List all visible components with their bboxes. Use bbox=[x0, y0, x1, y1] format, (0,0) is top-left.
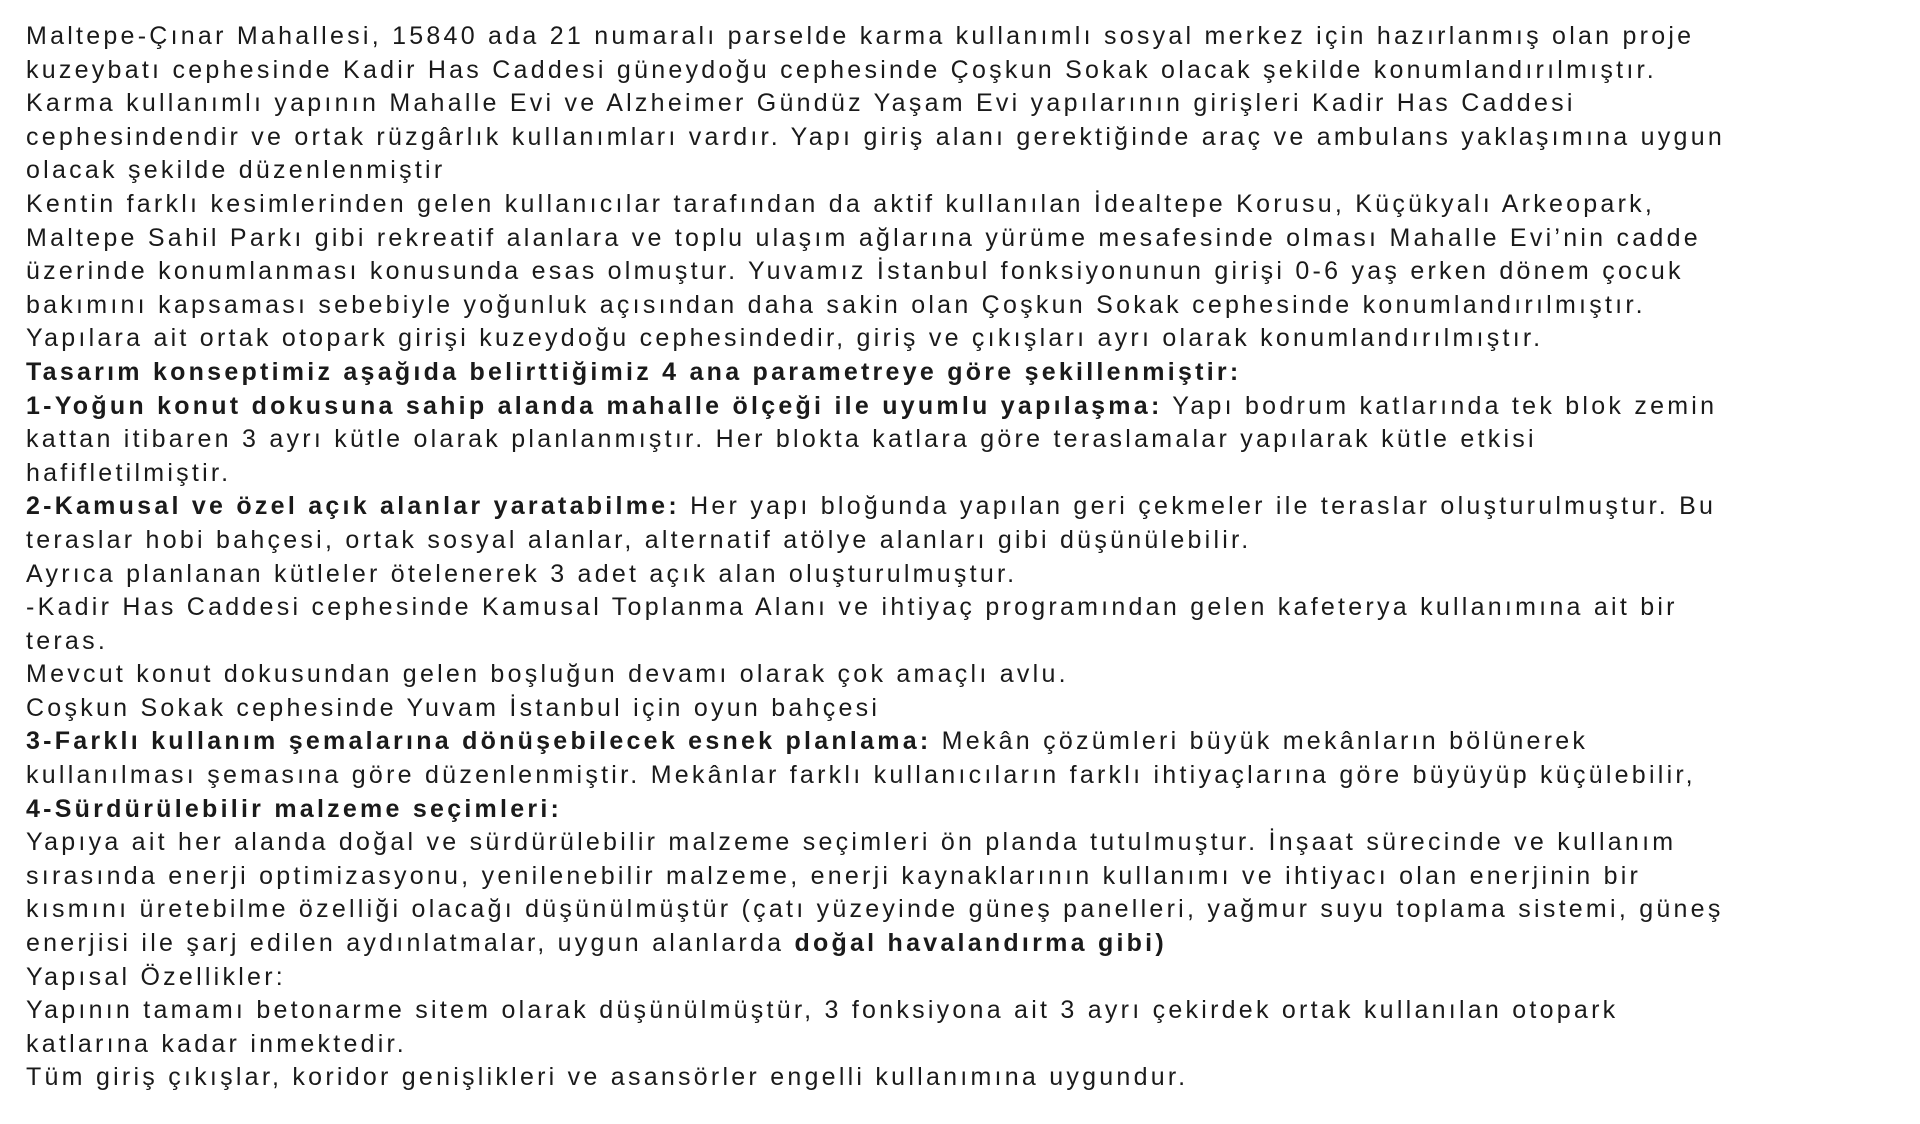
text-run: bakımını kapsaması sebebiyle yoğunluk açısından daha sakin olan Çoşkun Sokak cephesinde konumlandırılmıştır. bbox=[26, 290, 1646, 319]
text-run: üzerinde konumlanması konusunda esas olmuştur. Yuvamız İstanbul fonksiyonunun girişi 0-6 yaş erken dönem çocuk bbox=[26, 257, 1684, 286]
text-run: Mekân çözümleri büyük mekânların bölünerek bbox=[931, 727, 1589, 756]
text-line bbox=[26, 222, 1916, 256]
text-line bbox=[26, 994, 1916, 1028]
text-line bbox=[26, 658, 1916, 692]
bold-text-run: doğal havalandırma gibi) bbox=[794, 929, 1167, 958]
text-line bbox=[26, 121, 1916, 155]
text-run: Yapı bodrum katlarında tek blok zemin bbox=[1162, 391, 1718, 420]
text-run: katlarına kadar inmektedir. bbox=[26, 1029, 407, 1058]
text-line bbox=[26, 961, 1916, 995]
text-line bbox=[26, 154, 1916, 188]
text-run: Yapıya ait her alanda doğal ve sürdürülebilir malzeme seçimleri ön planda tutulmuştur. İnşaat sürecinde ve kullanım bbox=[26, 828, 1677, 857]
text-run: Ayrıca planlanan kütleler ötelenerek 3 adet açık alan oluşturulmuştur. bbox=[26, 559, 1018, 588]
text-line bbox=[26, 1028, 1916, 1062]
bold-text-run: 3-Farklı kullanım şemalarına dönüşebilecek esnek planlama: bbox=[26, 727, 932, 756]
text-run: Her yapı bloğunda yapılan geri çekmeler ile teraslar oluşturulmuştur. Bu bbox=[679, 492, 1717, 521]
text-line bbox=[26, 423, 1916, 457]
text-line bbox=[26, 860, 1916, 894]
text-line bbox=[26, 558, 1916, 592]
text-line bbox=[26, 20, 1916, 54]
text-run: olacak şekilde düzenlenmiştir bbox=[26, 156, 446, 185]
text-run: teraslar hobi bahçesi, ortak sosyal alanlar, alternatif atölye alanları gibi düşünülebilir. bbox=[26, 525, 1252, 554]
text-run: hafifletilmiştir. bbox=[26, 458, 232, 487]
text-run: Maltepe Sahil Parkı gibi rekreatif alanlara ve toplu ulaşım ağlarına yürüme mesafesinde olması Mahalle Evi’nin cadde bbox=[26, 223, 1701, 252]
text-run: Mevcut konut dokusundan gelen boşluğun devamı olarak çok amaçlı avlu. bbox=[26, 660, 1069, 689]
text-run: kuzeybatı cephesinde Kadir Has Caddesi güneydoğu cephesinde Çoşkun Sokak olacak şekilde konumlandırılmıştır. bbox=[26, 55, 1657, 84]
text-run: Maltepe-Çınar Mahallesi, 15840 ada 21 numaralı parselde karma kullanımlı sosyal merkez için hazırlanmış olan proje bbox=[26, 22, 1695, 50]
text-line bbox=[26, 289, 1916, 323]
text-line bbox=[26, 826, 1916, 860]
text-line bbox=[26, 390, 1916, 424]
text-line bbox=[26, 524, 1916, 558]
text-run: Coşkun Sokak cephesinde Yuvam İstanbul için oyun bahçesi bbox=[26, 693, 881, 722]
bold-text-run: 2-Kamusal ve özel açık alanlar yaratabilme: bbox=[26, 492, 680, 521]
text-line bbox=[26, 457, 1916, 491]
text-run: Yapısal Özellikler: bbox=[26, 962, 286, 991]
text-line bbox=[26, 759, 1916, 793]
text-line bbox=[26, 322, 1916, 356]
text-run: kullanılması şemasına göre düzenlenmiştir. Mekânlar farklı kullanıcıların farklı ihtiyaçlarına göre büyüyüp küçülebilir, bbox=[26, 761, 1696, 790]
text-run: Yapılara ait ortak otopark girişi kuzeydoğu cephesindedir, giriş ve çıkışları ayrı olarak konumlandırılmıştır. bbox=[26, 324, 1544, 353]
text-run: Yapının tamamı betonarme sitem olarak düşünülmüştür, 3 fonksiyona ait 3 ayrı çekirdek ortak kullanılan otopark bbox=[26, 996, 1619, 1025]
document-body bbox=[26, 20, 1916, 1095]
text-line bbox=[26, 1061, 1916, 1095]
text-run: cephesindendir ve ortak rüzgârlık kullanımları vardır. Yapı giriş alanı gerektiğinde araç ve ambulans yaklaşımına uygun bbox=[26, 122, 1726, 151]
text-line bbox=[26, 87, 1916, 121]
text-line bbox=[26, 54, 1916, 88]
text-run: kattan itibaren 3 ayrı kütle olarak planlanmıştır. Her blokta katlara göre teraslamalar yapılarak kütle etkisi bbox=[26, 425, 1537, 454]
bold-text-run: 1-Yoğun konut dokusuna sahip alanda mahalle ölçeği ile uyumlu yapılaşma: bbox=[26, 391, 1163, 420]
text-line bbox=[26, 625, 1916, 659]
text-line bbox=[26, 188, 1916, 222]
text-run: -Kadir Has Caddesi cephesinde Kamusal Toplanma Alanı ve ihtiyaç programından gelen kafeterya kullanımına ait bir bbox=[26, 593, 1678, 622]
text-run: sırasında enerji optimizasyonu, yenilenebilir malzeme, enerji kaynaklarının kullanımı ve ihtiyacı olan enerjinin bir bbox=[26, 861, 1642, 890]
text-run: kısmını üretebilme özelliği olacağı düşünülmüştür (çatı yüzeyinde güneş panelleri, yağmur suyu toplama sistemi, güneş bbox=[26, 895, 1724, 924]
text-line bbox=[26, 793, 1916, 827]
text-run: Karma kullanımlı yapının Mahalle Evi ve Alzheimer Gündüz Yaşam Evi yapılarının girişleri Kadir Has Caddesi bbox=[26, 89, 1576, 118]
text-line bbox=[26, 490, 1916, 524]
text-run: Tüm giriş çıkışlar, koridor genişlikleri ve asansörler engelli kullanımına uygundur. bbox=[26, 1063, 1189, 1092]
text-run: Kentin farklı kesimlerinden gelen kullanıcılar tarafından da aktif kullanılan İdealtepe Korusu, Küçükyalı Arkeopark, bbox=[26, 189, 1656, 218]
text-line bbox=[26, 927, 1916, 961]
text-line bbox=[26, 356, 1916, 390]
text-line bbox=[26, 893, 1916, 927]
text-line bbox=[26, 725, 1916, 759]
text-run: teras. bbox=[26, 626, 109, 655]
text-line bbox=[26, 692, 1916, 726]
text-line bbox=[26, 591, 1916, 625]
text-line bbox=[26, 255, 1916, 289]
text-run: enerjisi ile şarj edilen aydınlatmalar, uygun alanlarda bbox=[26, 929, 795, 958]
bold-text-run: Tasarım konseptimiz aşağıda belirttiğimiz 4 ana parametreye göre şekillenmiştir: bbox=[26, 357, 1242, 386]
bold-text-run: 4-Sürdürülebilir malzeme seçimleri: bbox=[26, 794, 563, 823]
